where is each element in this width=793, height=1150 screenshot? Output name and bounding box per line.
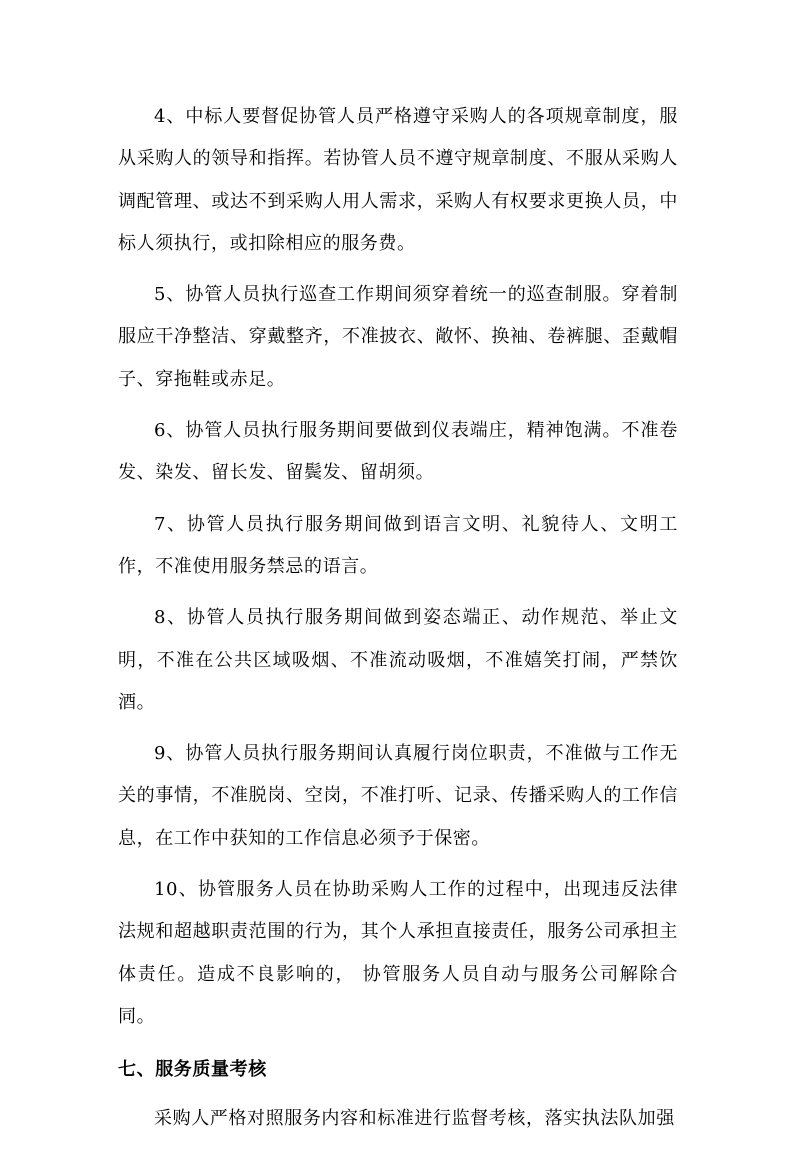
- paragraph-item-9: 9、协管人员执行服务期间认真履行岗位职责，不准做与工作无关的事情，不准脱岗、空岗，不准打听、记录、传播采购人的工作信息，在工作中获知的工作信息必须予于保密。: [118, 743, 678, 849]
- paragraph-item-5: 5、协管人员执行巡查工作期间须穿着统一的巡查制服。穿着制服应干净整洁、穿戴整齐，不准披衣、敞怀、换袖、卷裤腿、歪戴帽子、穿拖鞋或赤足。: [118, 284, 678, 390]
- paragraph-item-6: 6、协管人员执行服务期间要做到仪表端庄，精神饱满。不准卷发、染发、留长发、留鬓发、留胡须。: [118, 420, 678, 484]
- document-page: [118, 96, 678, 1150]
- section-paragraph: 采购人严格对照服务内容和标准进行监督考核，落实执法队加强: [154, 1108, 675, 1130]
- paragraph-item-4: 4、中标人要督促协管人员严格遵守采购人的各项规章制度，服从采购人的领导和指挥。若协管人员不遵守规章制度、不服从采购人调配管理、或达不到采购人用人需求，采购人有权要求更换人员，中标人须执行，或扣除相应的服务费。: [118, 106, 678, 254]
- section-heading-quality-assessment: 七、服务质量考核: [118, 1059, 267, 1081]
- paragraph-item-10: 10、协管服务人员在协助采购人工作的过程中，出现违反法律法规和超越职责范围的行为，其个人承担直接责任，服务公司承担主体责任。造成不良影响的， 协管服务人员自动与服务公司解除合同。: [118, 879, 678, 1027]
- paragraph-item-8: 8、协管人员执行服务期间做到姿态端正、动作规范、举止文明，不准在公共区域吸烟、不准流动吸烟，不准嬉笑打闹，严禁饮酒。: [118, 607, 678, 713]
- paragraph-item-7: 7、协管人员执行服务期间做到语言文明、礼貌待人、文明工作，不准使用服务禁忌的语言。: [118, 513, 678, 577]
